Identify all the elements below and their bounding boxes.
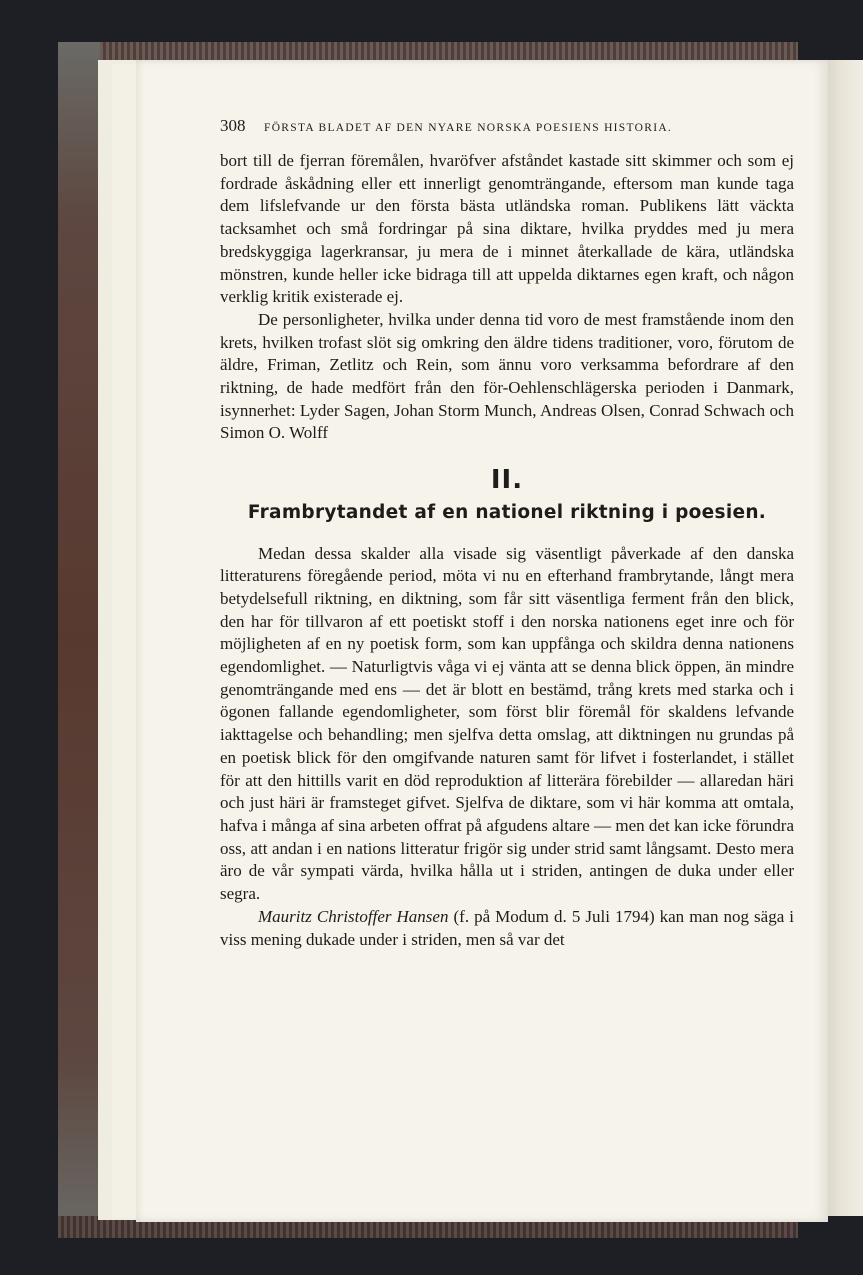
paragraph-4 [220, 906, 794, 951]
section-title: Frambrytandet af en nationel riktning i poesien. [247, 501, 767, 523]
running-title: FÖRSTA BLADET AF DEN NYARE NORSKA POESIENS HISTORIA. [264, 122, 673, 134]
facing-page-edge [826, 60, 863, 1216]
paragraph-4-text: (f. på Modum d. 5 Juli 1794) kan man nog säga i viss mening dukade under i striden, men så var det [220, 906, 794, 949]
section-number: II. [490, 465, 524, 496]
page-header [220, 116, 800, 136]
paragraph-1: bort till de fjerran föremålen, hvaröfver afståndet kastade sitt skimmer och som ej fordrade åskådning eller ett innerligt genomträngande, eftersom man kunde taga dem lifslefvande ur den första bästa utländska roman. Publikens lätt väckta tacksamhet och små fordringar på sina diktare, hvilka pryddes med ju mera bredskyggiga lagerkransar, ju mera de i minnet återkallade de kära, utländska mönstren, kunde heller icke bidraga till att uppelda diktarnes egen kraft, och någon verklig kritik existerade ej. [220, 151, 794, 307]
cover-spine-edge [58, 42, 100, 1238]
paragraph-3: Medan dessa skalder alla visade sig väsentligt påverkade af den danska litteraturens föregående period, möta vi nu en efterhand frambrytande, långt mera betydelsefull riktning, en diktning, som får sitt väsentliga ferment från den blick, den har för tillvaron af ett poetiskt stoff i den norska nationens eget inre och för möjligheten af en ny poetisk form, som kan uppfånga och skildra denna nationens egendomlighet. — Naturligtvis våga vi ej vänta att se denna blick öppen, än mindre genomträngande med ens — det är blott en bestämd, trång krets med starka och i ögonen fallande egendomligheter, som först blir föremål för skaldens lefvande iakttagelse och behandling; men sjelfva detta omslag, att diktningen nu grundas på en poetisk blick för den omgifvande naturen samt för lifvet i fosterlandet, i stället för att den hittills varit en död reproduktion af litterära förebilder — allaredan häri och just häri är framsteget gifvet. Sjelfva de diktare, som vi här komma att omtala, hafva i många af sina arbeten offrat på afgudens altare — men det kan icke förundra oss, att andan i en nations litteratur frigör sig under strid samt långsamt. Desto mera äro de vår sympati värda, hvilka hålla ut i striden, antingen de duka under eller segra. [220, 543, 794, 904]
book-page [136, 60, 828, 1222]
page-body [220, 150, 794, 951]
person-name: Mauritz Christoffer Hansen [258, 906, 449, 926]
page-number: 308 [220, 116, 246, 135]
paragraph-2: De personligheter, hvilka under denna tid voro de mest framstående inom den krets, hvilken trofast slöt sig omkring den äldre tidens traditioner, voro, förutom de äldre, Friman, Zetlitz och Rein, som ännu voro verksamma befordrare af den riktning, de hade medfört från den för-Oehlenschlägerska perioden i Danmark, isynnerhet: Lyder Sagen, Johan Storm Munch, Andreas Olsen, Conrad Schwach och Simon O. Wolff [220, 309, 794, 443]
